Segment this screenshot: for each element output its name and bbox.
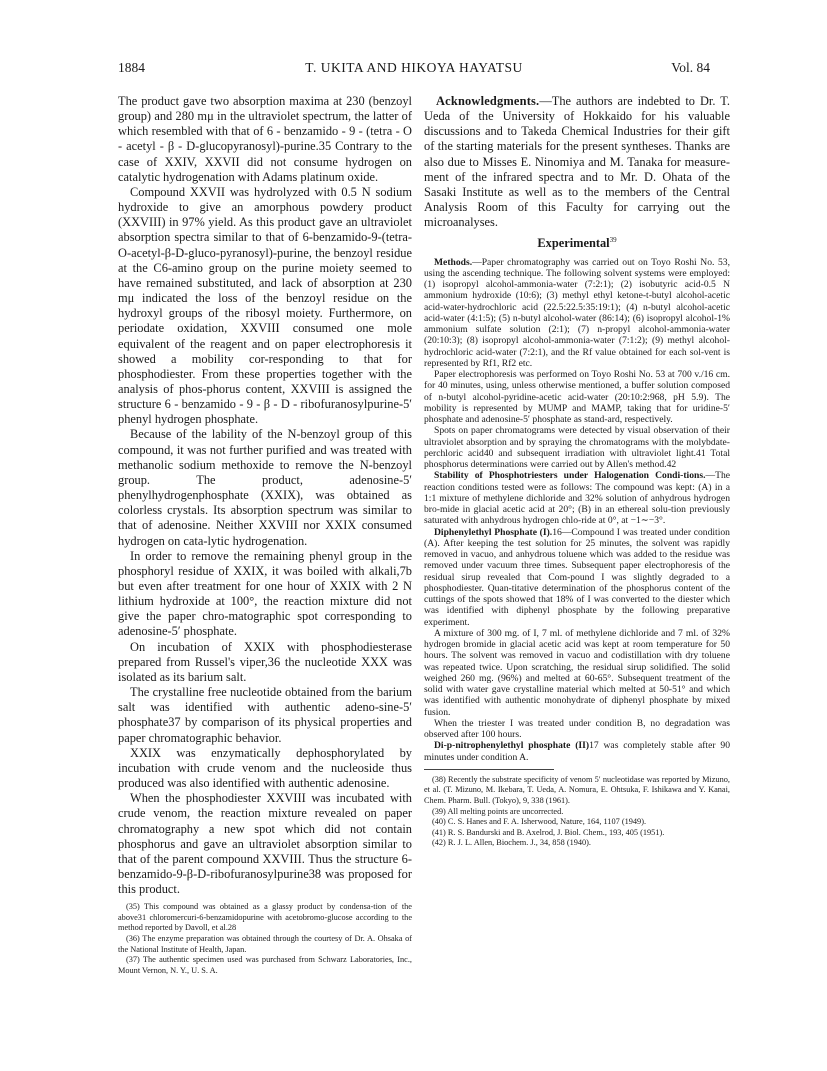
electrophoresis-paragraph: Paper electrophoresis was performed on Toyo Roshi No. 53 at 700 v./16 cm. for 40 minutes, using, unless otherwise mentioned, a buffer solution composed of n-butyl alcohol-pyridine-acetic acid-water (20:10:2:968, pH 5.9). The mobility is represented by MUMP and MAMP, taking that for uridine-5′ phosphate and adenosine-5′ phosphate as stand-ard, respectively. bbox=[424, 369, 730, 426]
acknowledgments-text: —The authors are indebted to Dr. T. Ueda of the University of Hokkaido for his valuable discussions and to Takeda Chemical Industries for their gift of the starting materials for the present syntheses. Thanks are also due to Misses E. Ninomiya and M. Tanaka for measure-ment of the infrared spectra and to Mr. D. Ohata of the Sasaki Institute as well as to the members of the Central Analysis Room of this Faculty for carrying out the microanalyses. bbox=[424, 94, 730, 230]
footnote: (36) The enzyme preparation was obtained through the courtesy of Dr. A. Ohsaka of the National Institute of Health, Japan. bbox=[118, 934, 412, 954]
footnote: (35) This compound was obtained as a glassy product by condensa-tion of the above31 chloromercuri-6-benzamidopurine with acetobromo-glucose according to the method reported by Davoll, et al.28 bbox=[118, 902, 412, 933]
experimental-footnote-ref: 39 bbox=[609, 236, 617, 245]
body-paragraph: The crystalline free nucleotide obtained from the barium salt was identified with authentic adeno-sine-5′ phosphate37 by comparison of its physical properties and paper chromatographic behavior. bbox=[118, 685, 412, 745]
acknowledgments bbox=[424, 94, 730, 230]
body-paragraph: XXIX was enzymatically dephosphorylated by incubation with crude venom and the nucleoside thus produced was also identified with authentic adenosine. bbox=[118, 745, 412, 791]
footnote: (41) R. S. Bandurski and B. Axelrod, J. Biol. Chem., 193, 405 (1951). bbox=[432, 827, 665, 837]
body-paragraph: When the phosphodiester XXVIII was incubated with crude venom, the reaction mixture revealed on paper chromatography a new spot which did not contain phosphorus and gave an ultraviolet absorption similar to that of the parent compound XXVIII. Thus the structure 6-benzamido-9-β-D-ribofuranosylpurine38 was proposed for this product. bbox=[118, 791, 412, 897]
footnote: (39) All melting points are uncorrected. bbox=[432, 806, 564, 816]
footnote: (38) Recently the substrate specificity of venom 5′ nucleotidase was reported by Mizuno, et al. (T. Mizuno, M. Ikebara, T. Ueda, A. Nomura, E. Ohtsuka, F. Ishikawa and Y. Kanai, Chem. Pharm. Bull. (Tokyo), 9, 338 (1961). bbox=[424, 774, 730, 805]
left-column bbox=[118, 94, 412, 976]
stability-paragraph: Stability of Phosphotriesters under Halogenation Condi-tions.—The reaction conditions tested were as follows: The compound was kept: (A) in a 1:1 mixture of methylene dichloride and 32% solution of anhydrous hydrogen bro-mide in glacial acetic acid at 20°; (B) in an ethereal solu-tion previously saturated with anhydrous hydrogen chlo-ride at 0°, at −1∼−3°. bbox=[424, 470, 730, 527]
experimental-heading: Experimental$^{39}$ bbox=[537, 236, 617, 251]
body-paragraph: Compound XXVII was hydrolyzed with 0.5 N sodium hydroxide to give an amorphous powdery product (XXVIII) in 97% yield. As this product gave an ultraviolet absorption spectra similar to that of 6-benzamido-9-(tetra-O-acetyl-β-D-gluco-pyranosyl)-purine, the benzoyl residue at the C6-amino group on the purine moiety seemed to have remained substituted, and lack of absorption at 230 mμ indicated the loss of the benzoyl residue on the hydroxyl groups of the ribosyl moiety. Furthermore, on periodate oxidation, XXVIII consumed one mole equivalent of the reagent and on paper electrophoresis it showed a mobility cor-responding to that for phosphodiester. From these properties together with the analysis of phos-phorus content, XXVIII is assigned the structure 6 - benzamido - 9 - β - D - ribofuranosylpurine-5′ phenyl hydrogen phosphate. bbox=[118, 184, 412, 427]
compound-ii-paragraph: Di-p-nitrophenylethyl phosphate (II)17 was completely stable after 90 minutes under condition A. bbox=[424, 740, 730, 763]
body-paragraph: On incubation of XXIX with phosphodiesterase prepared from Russel's viper,36 the nucleotide XXX was isolated as its barium salt. bbox=[118, 639, 412, 684]
body-paragraph: Because of the lability of the N-benzoyl group of this compound, it was not further purified and was treated with methanolic sodium methoxide to remove the N-benzoyl group. The product, adenosine-5′ phenylhydrogenphosphate (XXIX), was obtained as colorless crystals. Its absorption spectrum was similar to that of adenosine. Neither XXVIII nor XXIX consumed hydrogen on cata-lytic hydrogenation. bbox=[118, 427, 412, 548]
volume-label: Vol. 84 bbox=[671, 60, 710, 75]
page-header bbox=[118, 60, 710, 78]
detection-paragraph: Spots on paper chromatograms were detected by visual observation of their ultraviolet absorption and by spraying the chromatograms with the molybdate-perchloric acid40 and subsequent irradiation with ultraviolet light.41 Total phosphorus determinations were carried out by Allen's method.42 bbox=[424, 425, 730, 471]
running-title: T. UKITA AND HIKOYA HAYATSU bbox=[305, 60, 523, 75]
footnote: (37) The authentic specimen used was purchased from Schwarz Laboratories, Inc., Mount Vernon, N. Y., U. S. A. bbox=[118, 955, 412, 975]
body-paragraph: The product gave two absorption maxima at 230 (benzoyl group) and 280 mμ in the ultraviolet spectrum, the latter of which resembled with that of 6 - benzamido - 9 - (tetra - O - acetyl - β - D-glucopyranosyl)-purine.35 Contrary to the case of XXIV, XXVII did not consume hydrogen on catalytic hydrogenation with Adams platinum oxide. bbox=[118, 94, 412, 184]
acknowledgments-heading: Acknowledgments. bbox=[436, 94, 540, 108]
compound-i-paragraph: Diphenylethyl Phosphate (I).16—Compound I was treated under condition (A). After keeping the test solution for 25 minutes, the solvent was rapidly removed in vacuo, and anhydrous toluene which was added to the residue was removed under vacuum three times. Subsequent paper electrophoresis of the residual sirup revealed that Com-pound I was slightly degraded to a phosphodiester. Quan-titative determination of the phosphorus content of the cuttings of the spots showed that 18% of I was converted to the diester which was identified with diphenyl phosphate by the following preparative experiment. bbox=[424, 526, 730, 628]
body-paragraph: In order to remove the remaining phenyl group in the phosphoryl residue of XXIX, it was boiled with alkali,7b but even after treatment for one hour of XXIX with 2 N lithium hydroxide at 100°, the reaction mixture did not give the paper chro-matographic spot corresponding to adenosine-5′ phosphate. bbox=[118, 548, 412, 639]
footnote: (42) R. J. L. Allen, Biochem. J., 34, 858 (1940). bbox=[432, 838, 592, 848]
preparative-paragraph: A mixture of 300 mg. of I, 7 ml. of methylene dichloride and 7 ml. of 32% hydrogen bromide in glacial acetic acid was kept at room temperature for 50 hours. The solvent was removed in vacuo and codistillation with dry toluene was repeated twice. Upon scratching, the residual sirup solidified. The solid weighed 260 mg. (96%) and melted at 60-65°. Subsequent treatment of the solid with water gave crystalline material which melted at 50-51° and which was identified with authentic monohydrate of diphenyl phosphate by mixed fusion. bbox=[424, 627, 730, 718]
condition-b-paragraph: When the triester I was treated under condition B, no degradation was observed after 100 hours. bbox=[424, 717, 730, 741]
footnote-divider bbox=[424, 769, 554, 770]
page-number: 1884 bbox=[118, 60, 145, 75]
methods-paragraph: Methods.—Paper chromatography was carried out on Toyo Roshi No. 53, using the ascending technique. The following solvent systems were employed: (1) isopropyl alcohol-ammonia-water (7:2:1); (2) isobutyric acid-0.5 N ammonium hydroxide (10:6); (3) methyl ethyl ketone-t-butyl alcohol-acetic acid-water-hydrochloric acid (22.5:22.5:35:19:1); (4) n-butyl alcohol-acetic acid-water (4:1:5); (5) n-butyl alcohol-water (86:14); (6) isopropyl alcohol-1% ammonium sulfate solution (2:1); (7) n-propyl alcohol-ammonia-water (20:10:3); (8) isopropyl alcohol-ammonia-water (7:1:2); (9) methyl alcohol-hydrochloric acid-water (7:2:1), and the Rf value obtained for each sol-vent is represented by Rf1, Rf2 etc. bbox=[424, 256, 730, 369]
right-column bbox=[424, 94, 730, 849]
footnote: (40) C. S. Hanes and F. A. Isherwood, Nature, 164, 1107 (1949). bbox=[432, 817, 647, 827]
